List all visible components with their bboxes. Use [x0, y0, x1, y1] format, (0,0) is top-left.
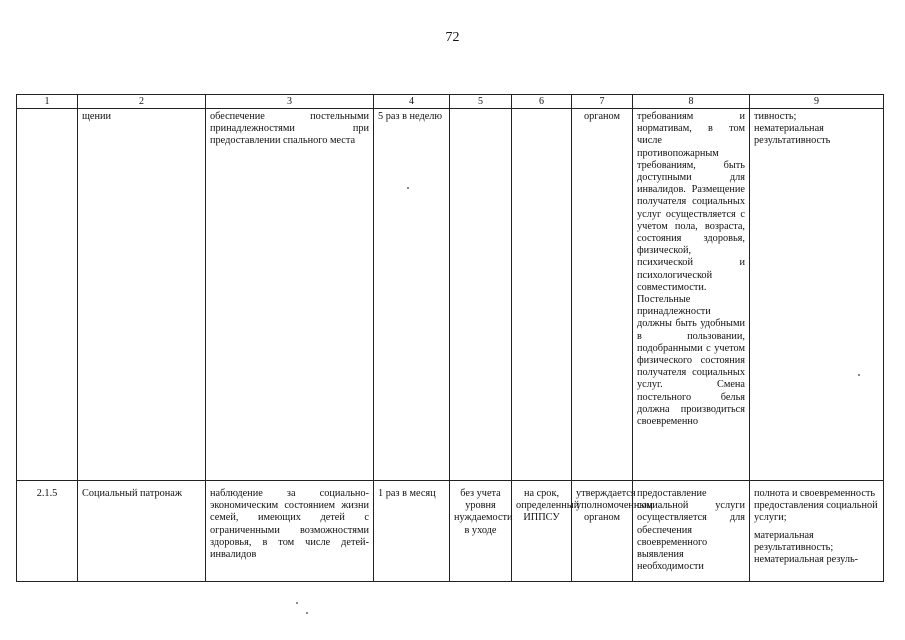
- services-table: [16, 94, 884, 582]
- page-number: 72: [445, 30, 460, 45]
- cell-term: на срок, определенный ИППСУ: [512, 481, 572, 582]
- col-header-2: 2: [78, 95, 206, 109]
- col-header-6: 6: [512, 95, 572, 109]
- col-header-3: 3: [206, 95, 374, 109]
- col-header-1: 1: [17, 95, 78, 109]
- col-header-8: 8: [633, 95, 750, 109]
- cell-term: [512, 109, 572, 481]
- cell-quality-requirements: предоставление социальной услуги осуществляется для обеспечения своевременного выявления необходимости: [633, 481, 750, 582]
- cell-evaluation: [750, 109, 884, 481]
- cell-number: 2.1.5: [17, 481, 78, 582]
- cell-number: [17, 109, 78, 481]
- table-row: [17, 481, 884, 582]
- evaluation-line: тивность;: [754, 111, 797, 122]
- cell-cost: утверждается уполномоченным органом: [572, 481, 633, 582]
- cell-need-level: [450, 109, 512, 481]
- cell-quality-requirements: требованиям и нормативам, в том числе противопожарным требованиям, быть доступными для инвалидов. Размещение получателя социальных услуг осуществляется с учетом пола, возраста, состояния здоровья, физической, психической и психологической совместимости. Постельные принадлежности должны быть удобными в пользовании, подобранными с учетом физического состояния получателя социальных услуг. Смена постельного белья должна производиться своевременно: [633, 109, 750, 481]
- table-row: [17, 109, 884, 481]
- col-header-9: 9: [750, 95, 884, 109]
- scan-speck: [858, 374, 860, 376]
- evaluation-line: нематериальная результативность: [754, 123, 831, 147]
- col-header-7: 7: [572, 95, 633, 109]
- col-header-4: 4: [374, 95, 450, 109]
- cell-cost: органом: [572, 109, 633, 481]
- cell-frequency: 1 раз в месяц: [374, 481, 450, 582]
- cell-service-name: Социальный патронаж: [78, 481, 206, 582]
- cell-service-name: щении: [78, 109, 206, 481]
- cell-service-content: наблюдение за социально-экономическим состоянием жизни семей, имеющих детей с ограниченными возможностями здоровья, в том числе детей-инвалидов: [206, 481, 374, 582]
- scan-speck: [407, 187, 409, 189]
- evaluation-line: полнота и своевременность предоставления социальной услуги;: [754, 488, 878, 524]
- scan-speck: [296, 602, 298, 604]
- scan-speck: [306, 612, 308, 614]
- column-number-row: [17, 95, 884, 109]
- cell-need-level: без учета уровня нуждаемости в уходе: [450, 481, 512, 582]
- cell-frequency: 5 раз в неделю: [374, 109, 450, 481]
- cell-evaluation: [750, 481, 884, 582]
- cell-service-content: обеспечение постельными принадлежностями при предоставлении спального места: [206, 109, 374, 481]
- evaluation-line: нематериальная резуль-: [754, 554, 859, 566]
- col-header-5: 5: [450, 95, 512, 109]
- evaluation-line: материальная результативность;: [754, 529, 834, 553]
